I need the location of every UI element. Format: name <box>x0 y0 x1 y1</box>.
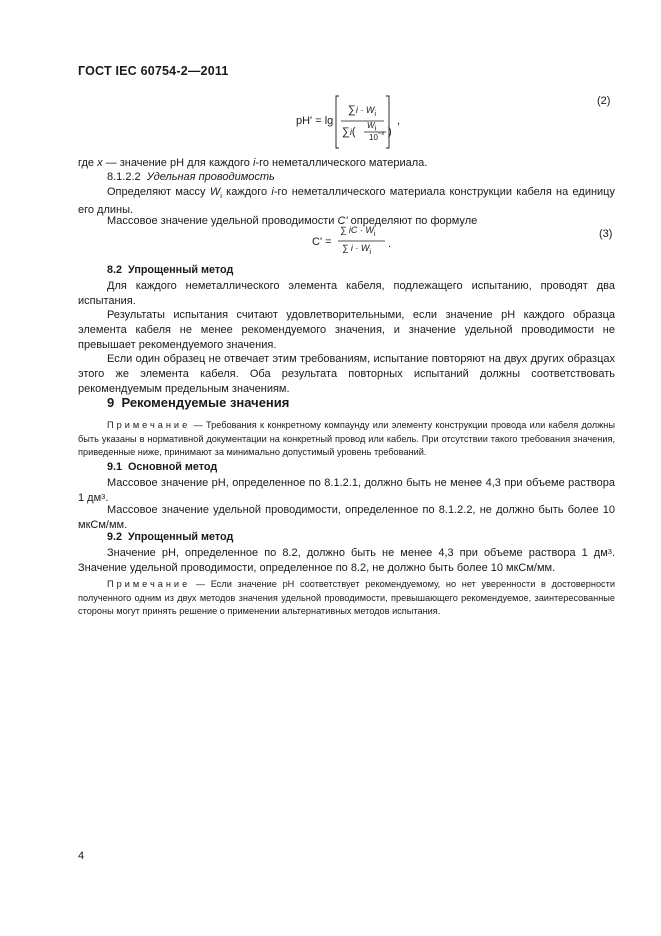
formula-2-inner-den: $10^{-x}$ <box>369 131 385 142</box>
paragraph-8-2-3: Если один образец не отвечает этим требованиям, испытание повторяют на двух других образцах этого же элемента кабеля. Оба результата повторных испытаний должны соответствовать рекомендуемым предельным значениям. <box>78 353 615 395</box>
section-8-2-heading: 8.2 Упрощенный метод <box>107 264 234 276</box>
section-9-heading: 9 Рекомендуемые значения <box>107 395 290 410</box>
formula-3 <box>312 225 402 259</box>
subsection-8-1-2-2: 8.1.2.2 Удельная проводимость <box>107 171 275 183</box>
document-header: ГОСТ IEC 60754-2—2011 <box>78 64 229 78</box>
formula-2-inner-fraction: $W_i$ <box>367 121 377 133</box>
formula-2-denominator: ∑i( <box>342 126 356 138</box>
paragraph-8-2-1: Для каждого неметаллического элемента кабеля, подлежащего испытанию, проводят два испытания. <box>78 280 615 307</box>
note-2: Примечание — Если значение рН соответствует рекомендуемому, но нет уверенности в достоверности полученного одним из двух методов значения удельной проводимости, превышающего рекомендуемое, заинтересованные стороны могут принять решение о применении альтернативных методов испытания. <box>78 579 615 616</box>
where-clause: где x — значение рН для каждого i-го неметаллического материала. <box>78 157 428 169</box>
formula-2-close-paren: ) <box>388 126 392 138</box>
formula-2-number: (2) <box>597 95 611 107</box>
paragraph-calc: Массовое значение удельной проводимости C' определяют по формуле <box>107 215 478 227</box>
page-number: 4 <box>78 850 85 862</box>
formula-3-tail: . <box>388 238 392 250</box>
note-1: Примечание — Требования к конкретному компаунду или элементу конструкции провода или кабеля должны быть указаны в нормативной документации на конкретный провод или кабель. При отсутствии такого требования значения, приведенные ниже, принимают за минимально допустимый уровень требований. <box>78 420 615 457</box>
formula-3-lhs: C' = <box>312 236 332 248</box>
paragraph-8-2-2: Результаты испытания считают удовлетворительными, если значение рН каждого образца элемента кабеля не менее рекомендуемого значения, и значение удельной проводимости не превышает рекомендуемого значения. <box>78 309 615 351</box>
section-9-2-heading: 9.2 Упрощенный метод <box>107 531 234 543</box>
paragraph-9-1-2: Массовое значение удельной проводимости, определенное по 8.1.2.2, не должно быть более 10 мкСм/мм. <box>78 504 615 531</box>
paragraph-mass: Определяют массу $W_i$ каждого i-го неметаллического материала конструкции кабеля на единицу его длины. <box>78 186 615 217</box>
paragraph-9-1-1: Массовое значение рН, определенное по 8.1.2.1, должно быть не менее 4,3 при объеме раствора 1 $дм^3$. <box>78 477 615 504</box>
section-9-1-heading: 9.1 Основной метод <box>107 461 218 473</box>
formula-3-number: (3) <box>599 228 613 240</box>
formula-2-tail: , <box>397 115 401 127</box>
formula-3-numerator: ∑ iC · $W_i$ <box>340 225 376 238</box>
paragraph-9-2: Значение рН, определенное по 8.2, должно быть не менее 4,3 при объеме раствора 1 $дм^3$. Значение удельной проводимости, определенное по 8.2, не должно быть более 10 мкСм/мм. <box>78 547 615 574</box>
formula-2-brackets <box>334 94 394 150</box>
formula-3-denominator: ∑ $i \cdot W_i$ <box>342 243 372 256</box>
formula-2-numerator: $\sum i \cdot W_i$ <box>348 104 377 118</box>
formula-2 <box>290 92 430 152</box>
formula-2-lhs: pH' = lg <box>296 115 334 127</box>
